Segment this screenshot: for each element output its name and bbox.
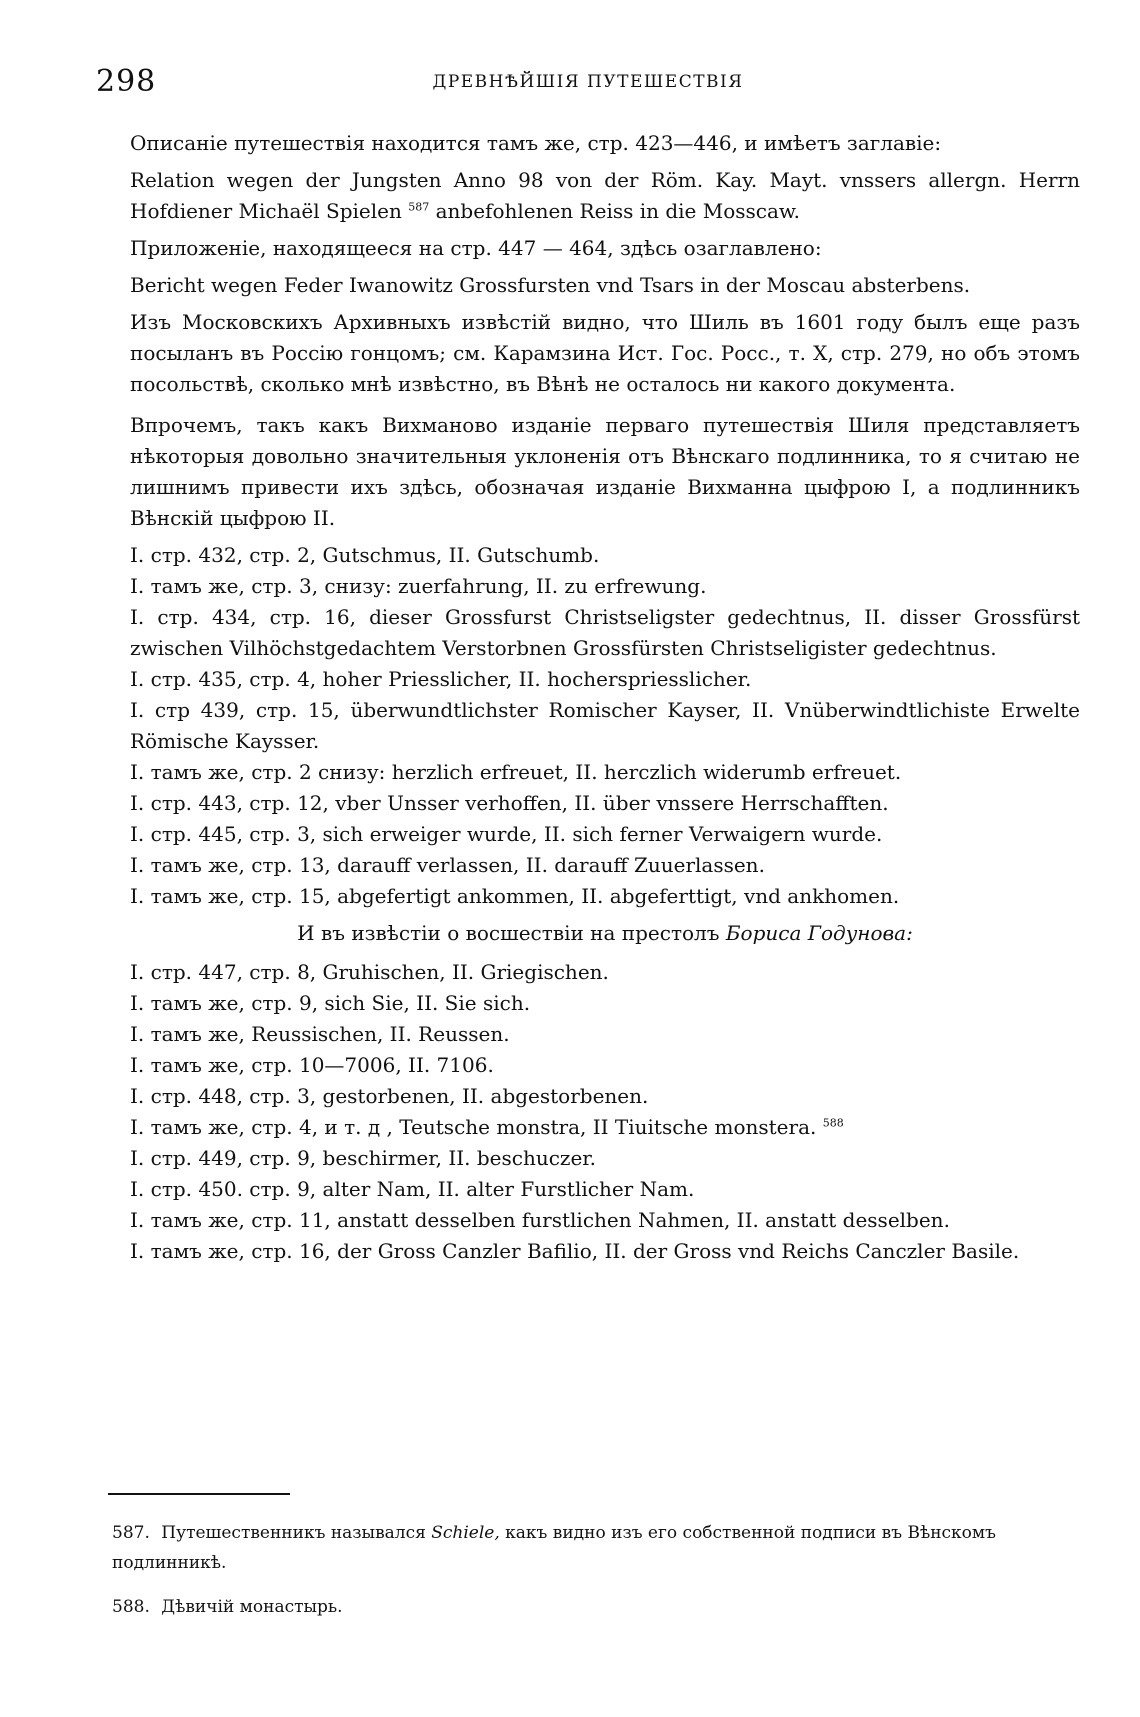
variant-line: I. стр. 445, стр. 3, sich erweiger wurde, II. sich ferner Verwaigern wurde. — [130, 822, 883, 846]
variant-line: I. стр. 432, стр. 2, Gutschmus, II. Gutschumb. — [130, 543, 600, 567]
footnote-587 — [112, 1518, 1102, 1578]
paragraph-archives: Изъ Московскихъ Архивныхъ извѣстій видно, что Шиль въ 1601 году былъ еще разъ посыланъ въ Россію гонцомъ; см. Карамзина Ист. Гос. Росс., т. X, стр. 279, но объ этомъ посольствѣ, сколько мнѣ извѣстно, въ Вѣнѣ не осталось ни какого документа. — [130, 310, 1080, 396]
paragraph-description: Описаніе путешествія находится тамъ же, стр. 423—446, и имѣетъ заглавіе: — [130, 131, 942, 155]
page-number: 298 — [96, 64, 157, 99]
variant-line: I. тамъ же, стр. 15, abgefertigt ankommen, II. abgeferttigt, vnd ankhomen. — [130, 884, 900, 908]
running-head — [96, 64, 1080, 104]
variant-line-with-note — [130, 1112, 1080, 1143]
german-title-relation — [130, 165, 1080, 227]
footnote-ref-587: 587 — [408, 200, 430, 214]
footnotes — [112, 1518, 1102, 1636]
variant-line: I. стр 439, стр. 15, überwundtlichster Romischer Kayser, II. Vnüberwindtlichiste Erwelte Römische Kaysser. — [130, 698, 1080, 753]
footnote-number: 587. — [112, 1523, 150, 1543]
variant-line: I. стр. 449, стр. 9, beschirmer, II. beschuczer. — [130, 1146, 597, 1170]
relation-line-2: Herrn Hofdiener Michaël Spielen — [130, 168, 1081, 223]
variant-text: I. тамъ же, стр. 4, и т. д , Teutsche monstra, II Tiuitsche monstera. — [130, 1115, 817, 1139]
variant-list-2 — [130, 957, 1080, 1267]
german-title-bericht: Bericht wegen Feder Iwanowitz Grossfursten vnd Tsars in der Moscau absterbens. — [130, 273, 971, 297]
subheading-name: Бориса Годунова: — [725, 921, 913, 945]
footnote-name: Schiele, — [431, 1523, 500, 1543]
footnote-text: Дѣвичій монастырь. — [161, 1597, 343, 1617]
relation-line-1: Relation wegen der Jungsten Anno 98 von der Röm. Kay. Mayt. vnssers allergn. — [130, 168, 1007, 192]
variant-line: I. тамъ же, стр. 2 снизу: herzlich erfreuet, II. herczlich widerumb erfreuet. — [130, 760, 902, 784]
variant-line: I. тамъ же, стр. 9, sich Sie, II. Sie sich. — [130, 991, 531, 1015]
subheading-text: И въ извѣстіи о восшествіи на престолъ — [297, 921, 720, 945]
subheading-godunov — [130, 918, 1080, 949]
footnote-text: Путешественникъ назывался — [161, 1523, 426, 1543]
variant-line: I. тамъ же, стр. 16, der Gross Canzler Bafilio, II. der Gross vnd Reichs Canczler Basile. — [130, 1239, 1020, 1263]
variant-line: I. тамъ же, стр. 11, anstatt desselben furstlichen Nahmen, II. anstatt desselben. — [130, 1208, 950, 1232]
relation-line-3: anbefohlenen Reiss in die Mosscaw. — [435, 199, 801, 223]
variant-line: I. стр. 443, стр. 12, vber Unsser verhoffen, II. über vnssere Herrschafften. — [130, 791, 889, 815]
footnote-ref-588: 588 — [822, 1116, 844, 1130]
variant-line: I. тамъ же, Reussischen, II. Reussen. — [130, 1022, 510, 1046]
variant-line: I. стр. 448, стр. 3, gestorbenen, II. abgestorbenen. — [130, 1084, 649, 1108]
variant-line: I. тамъ же, стр. 10—7006, II. 7106. — [130, 1053, 494, 1077]
paragraph-editions: Впрочемъ, такъ какъ Вихманово изданіе перваго путешествія Шиля представляетъ нѣкоторыя довольно значительныя уклоненія отъ Вѣнскаго подлинника, то я считаю не лишнимъ привести ихъ здѣсь, обозначая изданіе Вихманна цыфрою I, а подлинникъ Вѣнскій цыфрою II. — [130, 413, 1080, 530]
footnote-number: 588. — [112, 1597, 150, 1617]
variant-line: I. стр. 450. стр. 9, alter Nam, II. alter Furstlicher Nam. — [130, 1177, 695, 1201]
footnote-divider — [108, 1493, 290, 1495]
footnote-588 — [112, 1592, 1102, 1622]
variant-line: I. стр. 434, стр. 16, dieser Grossfurst Christseligster gedechtnus, II. disser Grossfürst zwischen Vilhöchstgedachtem Verstorbnen Grossfürsten Christseligister gedechtnus. — [130, 605, 1080, 660]
variant-line: I. стр. 435, стр. 4, hoher Priesslicher, II. hocherspriesslicher. — [130, 667, 752, 691]
paragraph-appendix: Приложеніе, находящееся на стр. 447 — 464, здѣсь озаглавлено: — [130, 236, 822, 260]
main-text — [130, 128, 1080, 1267]
footnote-text: какъ видно изъ его собственной подписи въ Вѣнскомъ подлинникѣ. — [112, 1523, 996, 1573]
variant-line: I. тамъ же, стр. 3, снизу: zuerfahrung, II. zu erfrewung. — [130, 574, 707, 598]
variant-line: I. тамъ же, стр. 13, darauff verlassen, II. darauff Zuuerlassen. — [130, 853, 765, 877]
running-title: ДРЕВНѢЙШІЯ ПУТЕШЕСТВІЯ — [432, 72, 744, 92]
variant-list-1 — [130, 540, 1080, 912]
variant-line: I. стр. 447, стр. 8, Gruhischen, II. Griegischen. — [130, 960, 609, 984]
